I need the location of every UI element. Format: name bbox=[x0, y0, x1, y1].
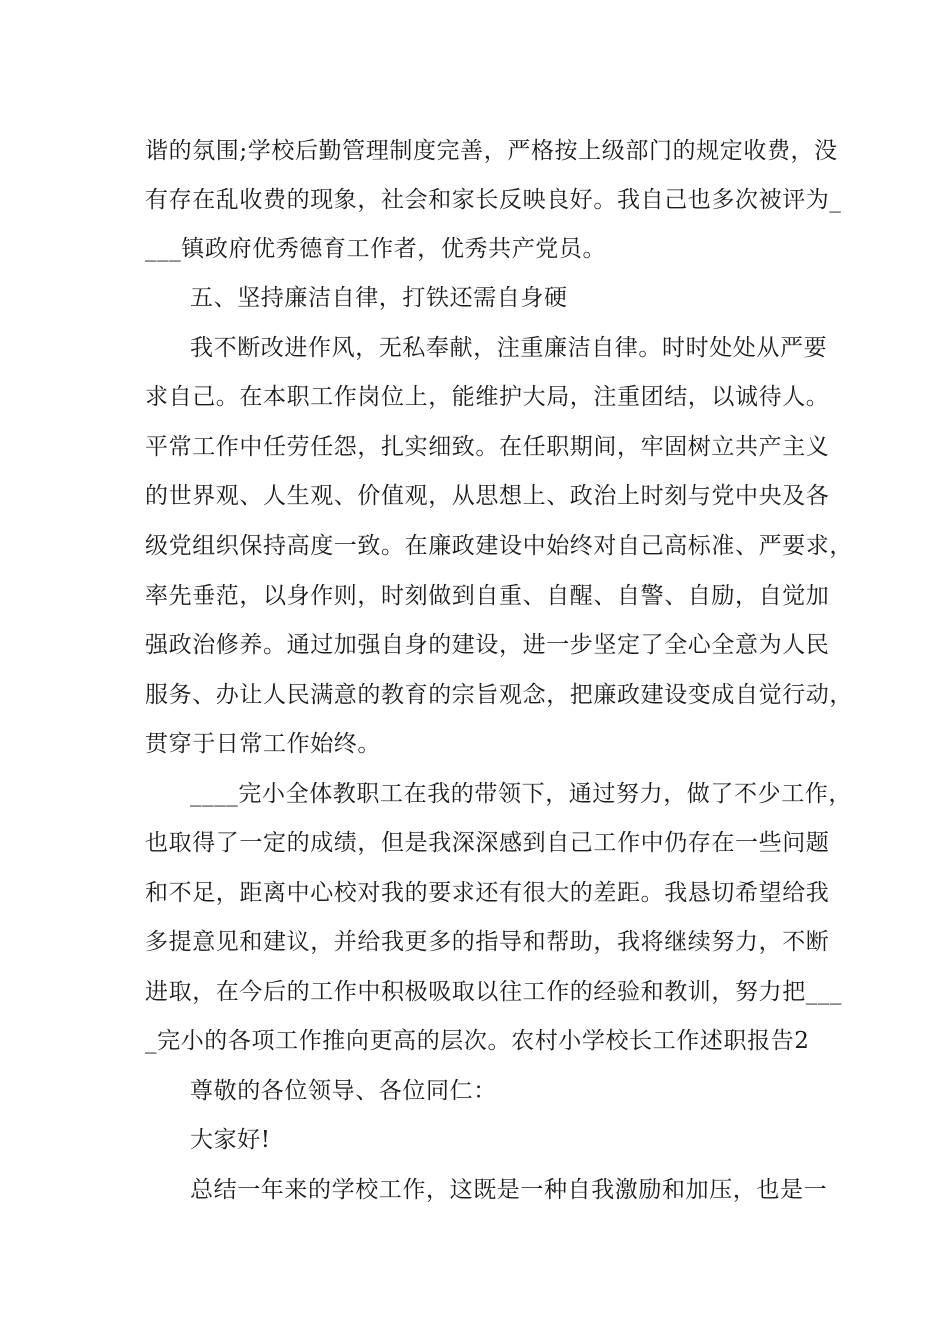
text-line: 强政治修养。通过加强自身的建设，进一步坚定了全心全意为人民 bbox=[145, 632, 830, 658]
text-line: ____完小全体教职工在我的带领下，通过努力，做了不少工作， bbox=[190, 781, 852, 807]
greeting: 大家好! bbox=[190, 1127, 271, 1153]
section-heading: 五、坚持廉洁自律，打铁还需自身硬 bbox=[190, 285, 568, 311]
text-line: 有存在乱收费的现象，社会和家长反映良好。我自己也多次被评为_ bbox=[145, 187, 842, 213]
salutation: 尊敬的各位领导、各位同仁： bbox=[190, 1078, 497, 1104]
text-line: 级党组织保持高度一致。在廉政建设中始终对自己高标准、严要求， bbox=[145, 533, 853, 559]
text-line: 贯穿于日常工作始终。 bbox=[145, 731, 381, 757]
text-line: 率先垂范，以身作则，时刻做到自重、自醒、自警、自励，自觉加 bbox=[145, 583, 830, 609]
text-line: 也取得了一定的成绩，但是我深深感到自己工作中仍存在一些问题 bbox=[145, 830, 830, 856]
text-line: ___镇政府优秀德育工作者，优秀共产党员。 bbox=[145, 236, 607, 262]
text-line: 求自己。在本职工作岗位上，能维护大局，注重团结，以诚待人。 bbox=[145, 384, 830, 410]
text-line: 我不断改进作风，无私奉献，注重廉洁自律。时时处处从严要 bbox=[190, 335, 828, 361]
text-line: 的世界观、人生观、价值观，从思想上、政治上时刻与党中央及各 bbox=[145, 483, 830, 509]
text-line: 多提意见和建议，并给我更多的指导和帮助，我将继续努力，不断 bbox=[145, 929, 830, 955]
text-line: 服务、办让人民满意的教育的宗旨观念，把廉政建设变成自觉行动， bbox=[145, 682, 853, 708]
text-line: 进取，在今后的工作中积极吸取以往工作的经验和教训，努力把___ bbox=[145, 979, 843, 1005]
text-line: 谐的氛围;学校后勤管理制度完善，严格按上级部门的规定收费，没 bbox=[145, 138, 838, 164]
text-line: _完小的各项工作推向更高的层次。农村小学校长工作述职报告2 bbox=[145, 1028, 810, 1054]
text-line: 和不足，距离中心校对我的要求还有很大的差距。我恳切希望给我 bbox=[145, 880, 830, 906]
text-line: 平常工作中任劳任怨，扎实细致。在任职期间，牢固树立共产主义 bbox=[145, 434, 830, 460]
text-line: 总结一年来的学校工作，这既是一种自我激励和加压，也是一 bbox=[190, 1177, 828, 1203]
